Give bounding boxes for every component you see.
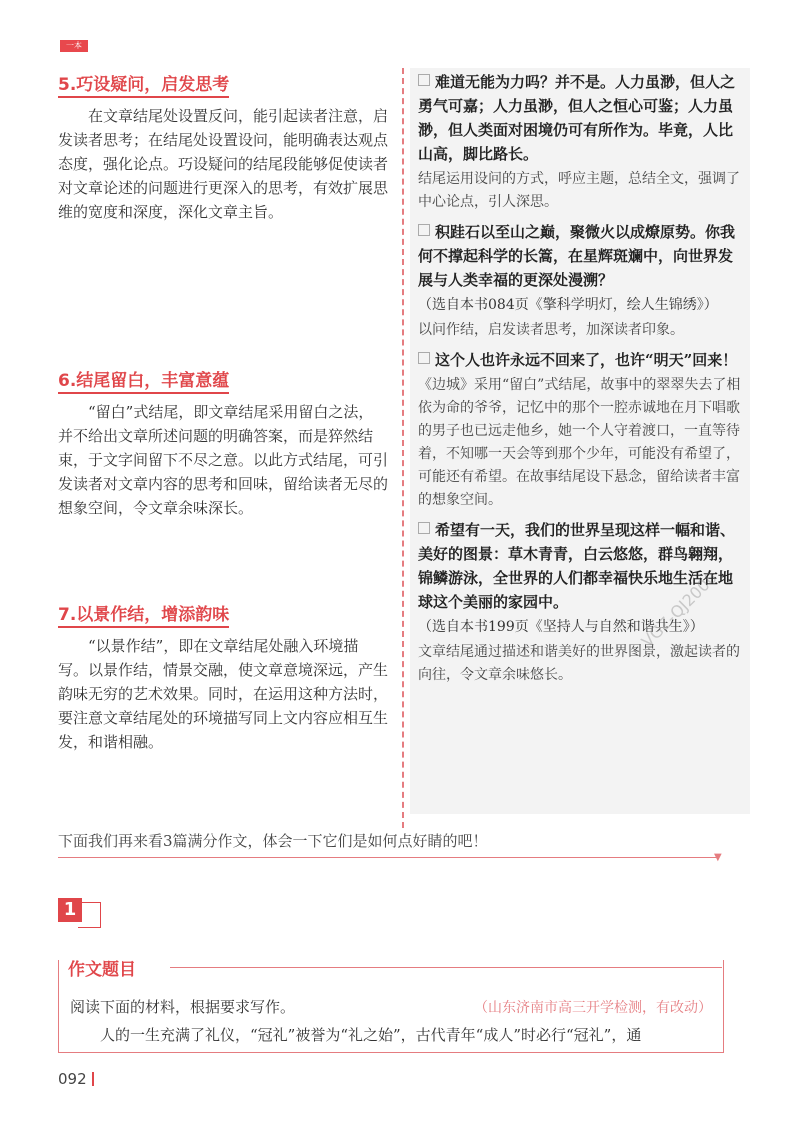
arrow-down-icon: ▼ (714, 852, 722, 863)
example-block (418, 220, 742, 342)
example-block (418, 348, 742, 512)
example-note: 文章结尾通过描述和谐美好的世界图景，激起读者的向往，令文章余味悠长。 (418, 644, 740, 683)
prompt-source: （山东济南市高三开学检测，有改动） (474, 1000, 712, 1016)
tip-body: “留白”式结尾，即文章结尾采用留白之法，并不给出文章所述问题的明确答案，而是猝然结束，于文字间留下不尽之意。以此方式结尾，可引发读者对文章内容的思考和回味，留给读者无尽的想象空间，令文章余味深长。 (58, 403, 389, 517)
tips-column (58, 70, 388, 754)
example-note: 结尾运用设问的方式，呼应主题，总结全文，强调了中心论点，引人深思。 (418, 171, 740, 210)
example-block (418, 70, 742, 214)
tip-title: 5.巧设疑问，启发思考 (58, 70, 229, 98)
tip-section (58, 600, 388, 754)
prompt-label: 阅读下面的材料，根据要求写作。 (70, 998, 296, 1016)
example-quote: 希望有一天，我们的世界呈现这样一幅和谐、美好的图景：草木青青，白云悠悠，群鸟翱翔，锦鳞游泳，全世界的人们都幸福快乐地生活在地球这个美丽的家园中。 (418, 521, 736, 611)
badge-outline (78, 902, 101, 928)
checkbox-icon (418, 522, 430, 534)
tip-section (58, 70, 388, 366)
column-divider (402, 68, 404, 828)
page-number: 092 (58, 1070, 87, 1088)
watermark-text: VGZ-QJ2000 (637, 567, 721, 652)
tip-body: “以景作结”，即在文章结尾处融入环境描写。以景作结，情景交融，使文章意境深远，产生韵味无穷的艺术效果。同时，在运用这种方法时，要注意文章结尾处的环境描写同上文内容应相互生发，和谐相融。 (58, 637, 389, 751)
tip-title: 6.结尾留白，丰富意蕴 (58, 366, 229, 394)
tip-title: 7.以景作结，增添韵味 (58, 600, 229, 628)
prompt-text: 人的一生充满了礼仪，“冠礼”被誉为“礼之始”，古代青年“成人”时必行“冠礼”，通 (100, 1026, 642, 1044)
example-source: （选自本书084页《擎科学明灯，绘人生锦绣》） (418, 297, 718, 313)
checkbox-icon (418, 352, 430, 364)
example-quote: 难道无能为力吗？并不是。人力虽渺，但人之勇气可嘉；人力虽渺，但人之恒心可鉴；人力虽渺，但人类面对困境仍可有所作为。毕竟，人比山高，脚比路长。 (418, 73, 736, 163)
example-quote: 积跬石以至山之巅，聚微火以成燎原势。你我何不撑起科学的长篙，在星辉斑斓中，向世界发展与人类幸福的更深处漫溯？ (418, 223, 736, 289)
tip-section (58, 366, 388, 600)
transition-text: 下面我们再来看3篇满分作文，体会一下它们是如何点好睛的吧！ (58, 830, 718, 858)
topic-title: 作文题目 (64, 955, 140, 980)
tip-body: 在文章结尾处设置反问，能引起读者注意，启发读者思考；在结尾处设置设问，能明确表达观点态度，强化论点。巧设疑问的结尾段能够促使读者对文章论述的问题进行更深入的思考，有效扩展思维的宽度和深度，深化文章主旨。 (58, 107, 389, 221)
example-quote: 这个人也许永远不回来了，也许“明天”回来！ (418, 348, 742, 372)
example-note: 以问作结，启发读者思考，加深读者印象。 (418, 322, 684, 338)
checkbox-icon (418, 74, 430, 86)
essay-number-badge: 1 (58, 898, 82, 922)
example-source: （选自本书199页《坚持人与自然和谐共生》） (418, 619, 704, 635)
example-note: 《边城》采用“留白”式结尾，故事中的翠翠失去了相依为命的爷爷，记忆中的那个一腔赤诚地在月下唱歌的男子也已远走他乡，她一个人守着渡口，一直等待着，不知哪一天会等到那个少年，可能没有希望了，可能还有希望。在故事结尾设下悬念，留给读者丰富的想象空间。 (418, 377, 741, 508)
checkbox-icon (418, 224, 430, 236)
page-number-bar (92, 1072, 94, 1086)
examples-panel (410, 68, 750, 814)
topic-box-topline (170, 967, 722, 968)
brand-logo: 一本 (60, 40, 88, 52)
